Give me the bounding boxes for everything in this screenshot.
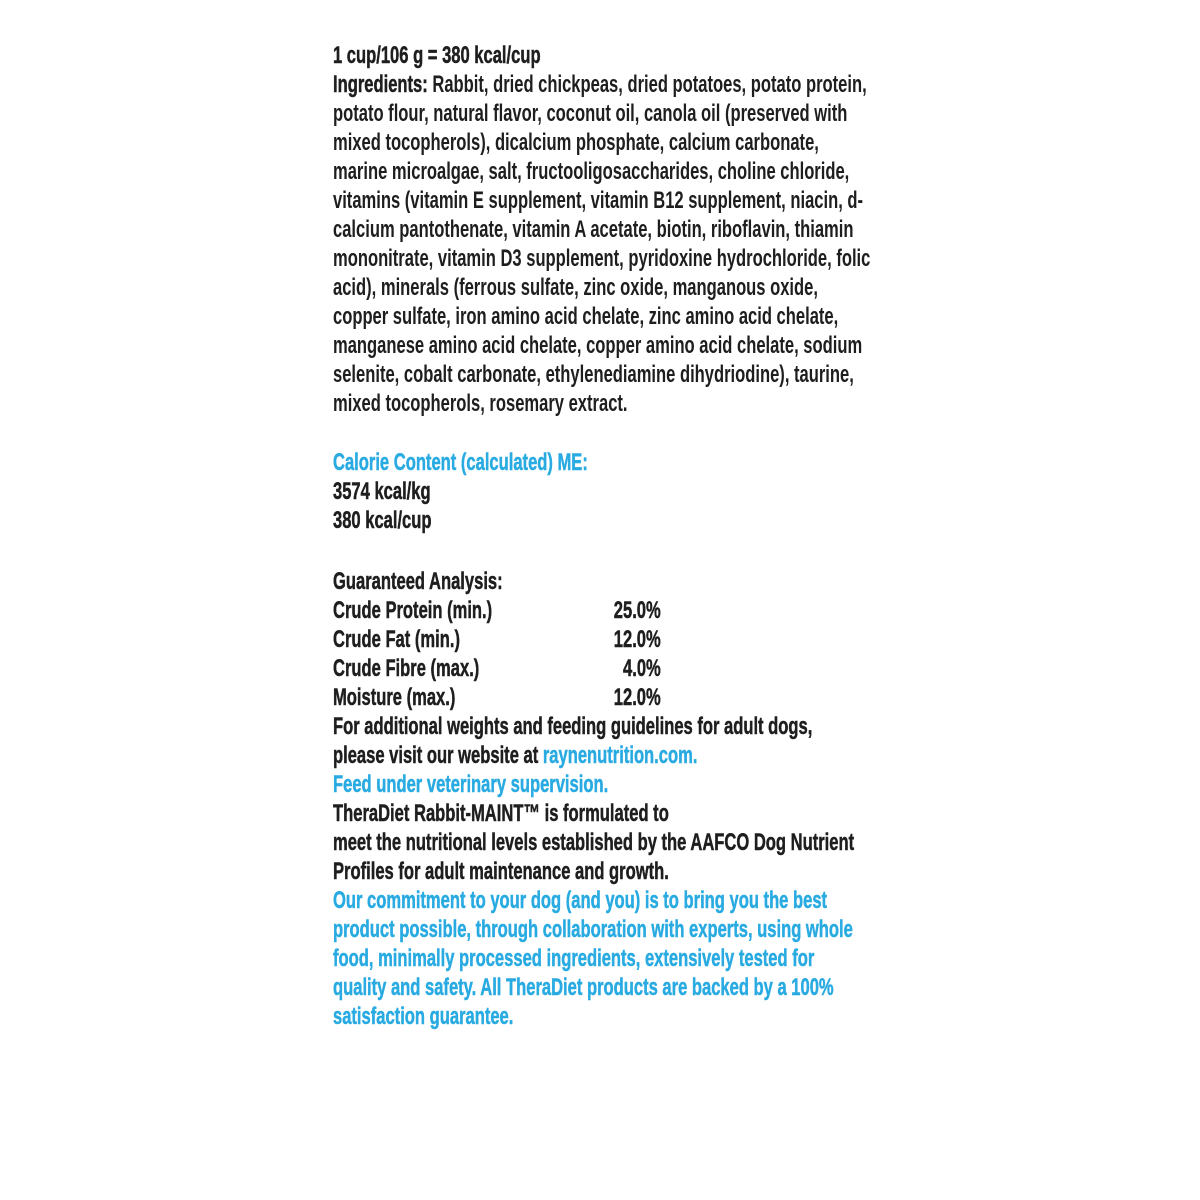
ga-row-value: 4.0%	[623, 655, 661, 682]
calorie-kcal-per-cup: 380 kcal/cup	[333, 507, 432, 534]
ga-row-value: 12.0%	[613, 626, 661, 653]
table-row	[333, 596, 661, 625]
ingredients-paragraph	[333, 70, 871, 418]
ga-row-label: Crude Fat (min.)	[333, 626, 460, 653]
aafco-statement: TheraDiet Rabbit-MAINT™ is formulated to meet the nutritional levels established by the AAFCO Dog Nutrient Profiles for adult maintenance and growth.	[333, 800, 855, 885]
ga-row-value: 12.0%	[613, 684, 661, 711]
guaranteed-analysis-section	[333, 567, 871, 712]
calorie-kcal-per-kg: 3574 kcal/kg	[333, 478, 431, 505]
table-row	[333, 683, 661, 712]
table-row	[333, 654, 661, 683]
calorie-content-heading: Calorie Content (calculated) ME:	[333, 449, 588, 476]
table-row	[333, 625, 661, 654]
ga-row-label: Moisture (max.)	[333, 684, 456, 711]
feeding-note-line2-prefix: please visit our website at	[333, 742, 543, 769]
calorie-content-section	[333, 448, 871, 535]
ingredients-heading: Ingredients:	[333, 71, 428, 98]
ga-row-value: 25.0%	[613, 597, 661, 624]
feeding-note-line1: For additional weights and feeding guidelines for adult dogs,	[333, 713, 813, 740]
website-link[interactable]: raynenutrition.com.	[542, 742, 698, 769]
guaranteed-analysis-heading: Guaranteed Analysis:	[333, 568, 503, 595]
supervision-note: Feed under veterinary supervision.	[333, 771, 609, 798]
ingredients-text: Rabbit, dried chickpeas, dried potatoes, potato protein, potato flour, natural flavor, coconut oil, canola oil (preserved with mixed tocopherols), dicalcium phosphate, calcium carbonate, marine microalgae, salt, fructooligosaccharides, choline chloride, vitamins (vitamin E supplement, vitamin B12 supplement, niacin, d-calcium pantothenate, vitamin A acetate, biotin, riboflavin, thiamin mononitrate, vitamin D3 supplement, pyridoxine hydrochloride, folic acid), minerals (ferrous sulfate, zinc oxide, manganous oxide, copper sulfate, iron amino acid chelate, zinc amino acid chelate, manganese amino acid chelate, copper amino acid chelate, sodium selenite, cobalt carbonate, ethylenediamine dihydriodine), taurine, mixed tocopherols, rosemary extract.	[333, 71, 871, 417]
label-text-column	[333, 41, 871, 1031]
feeding-guidelines-note	[333, 712, 871, 770]
ga-row-label: Crude Fibre (max.)	[333, 655, 480, 682]
serving-size-line: 1 cup/106 g = 380 kcal/cup	[333, 42, 541, 69]
ga-row-label: Crude Protein (min.)	[333, 597, 493, 624]
commitment-paragraph: Our commitment to your dog (and you) is to bring you the best product possible, through collaboration with experts, using whole food, minimally processed ingredients, extensively tested for quality and safety. All TheraDiet products are backed by a 100% satisfaction guarantee.	[333, 887, 853, 1030]
